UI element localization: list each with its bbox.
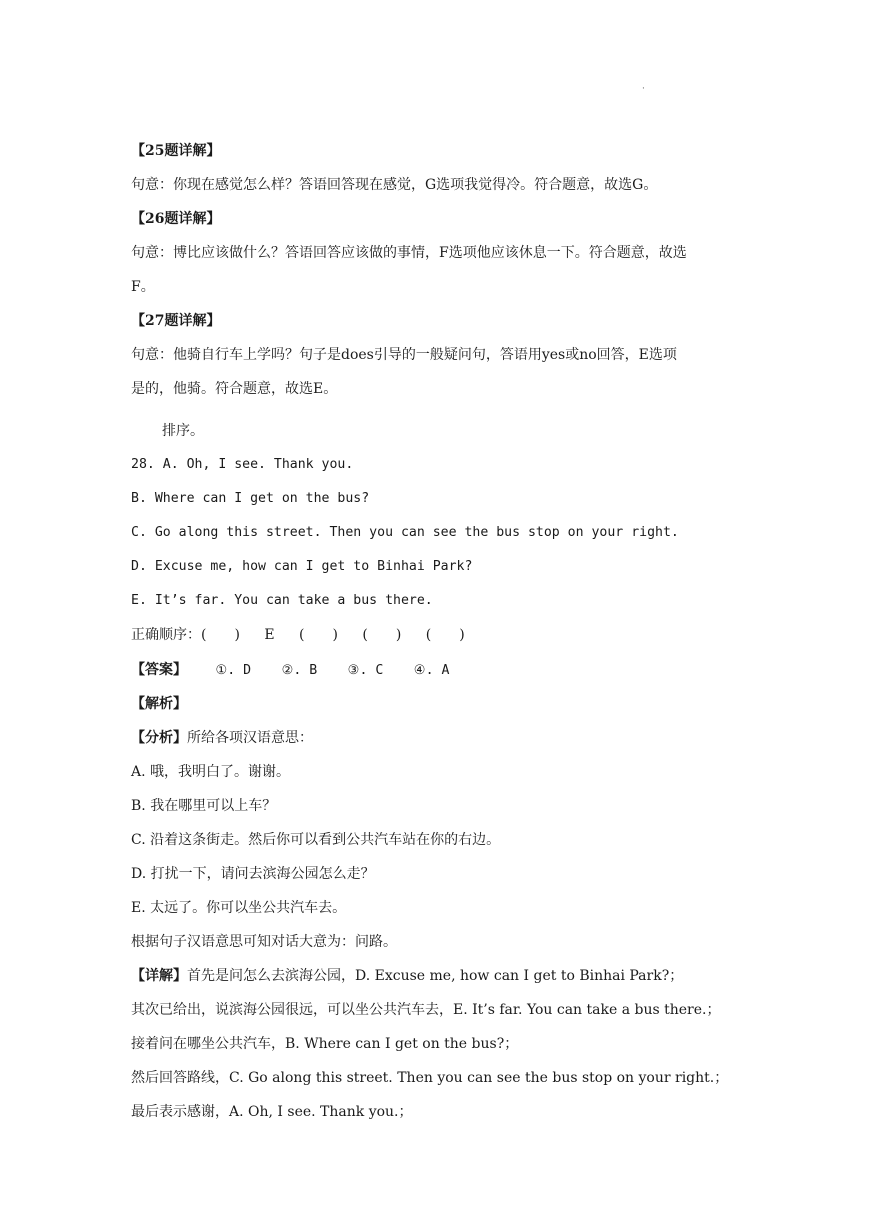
analysis-intro-label: 【分析】: [131, 730, 187, 746]
meaning-b: B. 我在哪里可以上车？: [131, 798, 277, 814]
answer-label: 【答案】: [131, 662, 187, 678]
detail-line-1: [131, 966, 683, 986]
q25-heading: 【25题详解】: [131, 143, 221, 159]
q28-order-blanks: 正确顺序：( ) E ( ) ( ) ( ): [131, 627, 465, 643]
detail-line-5: 最后表示感谢，A. Oh, I see. Thank you.；: [131, 1104, 413, 1120]
answer-1: ①. D: [215, 663, 252, 678]
answer-4: ④. A: [413, 663, 450, 678]
detail-line-3: 接着问在哪坐公共汽车，B. Where can I get on the bus?；: [131, 1036, 519, 1052]
detail-line-4: 然后回答路线，C. Go along this street. Then you can see the bus stop on your right.；: [131, 1070, 729, 1086]
meaning-a: A. 哦，我明白了。谢谢。: [131, 764, 291, 780]
section-title: 排序。: [162, 423, 204, 439]
detail-text-1: 首先是问怎么去滨海公园，D. Excuse me, how can I get to Binhai Park?；: [187, 968, 684, 984]
answer-3: ③. C: [347, 663, 384, 678]
detail-label: 【详解】: [131, 968, 187, 984]
q28-answer-row: [131, 660, 449, 681]
q26-explanation-line2: F。: [131, 279, 155, 295]
header-mark: ·: [642, 84, 645, 94]
analysis-intro-text: 所给各项汉语意思：: [187, 730, 313, 746]
q27-explanation-line1: 句意：他骑自行车上学吗？句子是does引导的一般疑问句，答语用yes或no回答，E选项: [131, 347, 677, 363]
analysis-intro: [131, 728, 313, 748]
meaning-d: D. 打扰一下，请问去滨海公园怎么走？: [131, 866, 375, 882]
meaning-c: C. 沿着这条街走。然后你可以看到公共汽车站在你的右边。: [131, 832, 501, 848]
meaning-e: E. 太远了。你可以坐公共汽车去。: [131, 900, 347, 916]
q28-option-e: E. It’s far. You can take a bus there.: [131, 593, 433, 608]
q25-explanation: 句意：你现在感觉怎么样？答语回答现在感觉，G选项我觉得冷。符合题意，故选G。: [131, 177, 658, 193]
detail-line-2: 其次已给出，说滨海公园很远，可以坐公共汽车去，E. It’s far. You can take a bus there.；: [131, 1002, 721, 1018]
q26-heading: 【26题详解】: [131, 211, 221, 227]
answer-2: ②. B: [281, 663, 318, 678]
q28-option-b: B. Where can I get on the bus?: [131, 491, 370, 506]
q28-option-a: 28. A. Oh, I see. Thank you.: [131, 457, 354, 472]
q27-heading: 【27题详解】: [131, 313, 221, 329]
analysis-label: 【解析】: [131, 696, 187, 712]
q27-explanation-line2: 是的，他骑。符合题意，故选E。: [131, 381, 338, 397]
dialogue-summary: 根据句子汉语意思可知对话大意为：问路。: [131, 934, 397, 950]
q26-explanation-line1: 句意：博比应该做什么？答语回答应该做的事情，F选项他应该休息一下。符合题意，故选: [131, 245, 687, 261]
q28-option-d: D. Excuse me, how can I get to Binhai Park?: [131, 559, 473, 574]
q28-option-c: C. Go along this street. Then you can see the bus stop on your right.: [131, 525, 679, 540]
